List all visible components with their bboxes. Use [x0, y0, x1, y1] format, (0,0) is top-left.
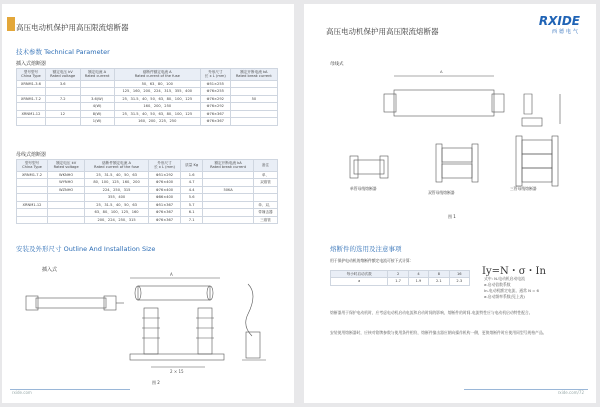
table-cell [17, 194, 48, 201]
figure-2-label: 图 2 [152, 380, 160, 385]
table-cell [48, 216, 85, 223]
note-paragraph-1: 熔断器用于保护电动机时，应考虑电动机启动电流和启动时间的影响，熔断件的时间-电流特性应与电动机启动特性配合。 [330, 310, 533, 315]
table-header-cell: 熔断件额定电流 A Rated current of the fuse [114, 69, 200, 81]
table-header-cell: 额定电流 A Rated current [80, 69, 114, 81]
table-header-cell: 备注 [253, 160, 277, 172]
table-cell [45, 103, 80, 110]
selection-intro: 用于保护电动机的熔断件额定电流可按下式计算： [330, 258, 414, 263]
single-tube-label: 单管母线熔断器 [350, 186, 377, 191]
table-cell [203, 179, 254, 186]
double-tube-label: 双管母线熔断器 [428, 190, 455, 195]
triple-tube-label: 三管母线熔断器 [510, 186, 537, 191]
table-cell [17, 186, 48, 193]
table-cell [203, 201, 254, 208]
table-row [17, 194, 278, 201]
table-cell [230, 118, 277, 125]
right-page-title: 高压电动机保护用高压限流熔断器 [326, 27, 439, 36]
table-cell: 1.6 [181, 171, 203, 178]
bus-fuse-table [16, 159, 278, 224]
table-row [17, 179, 278, 186]
table-header-cell: 每小时启动次数 [331, 271, 388, 278]
table-row [17, 110, 278, 117]
table-row [17, 216, 278, 223]
table-cell: 1(W) [80, 118, 114, 125]
table-cell: Φ76×255 [200, 88, 230, 95]
table-cell: Φ76×292 [200, 103, 230, 110]
brand-logo: RXIDE 西德电气 [538, 14, 580, 35]
formula-note: σ-启动倍数系数 [484, 282, 511, 288]
table-row [17, 118, 278, 125]
tech-parameter-title: 技术参数 Technical Parameter [16, 48, 110, 56]
table-cell: 200、224、250、315 [85, 216, 149, 223]
table-row [17, 171, 278, 178]
table-header-cell: 外形尺寸 长 x L (mm) [148, 160, 180, 172]
table-cell [80, 88, 114, 95]
svg-text:A: A [170, 272, 173, 277]
table-header-cell: 质量 Kg [181, 160, 203, 172]
table-cell: Φ86×400 [148, 194, 180, 201]
table-row [17, 209, 278, 216]
table-cell: 5.6 [181, 194, 203, 201]
table-cell [17, 209, 48, 216]
table-cell: WKNHO [48, 171, 85, 178]
current-formula: Iy=N・σ・In [482, 266, 546, 277]
formula-note: In-电动机额定电流、通常 N = 6 [484, 288, 539, 294]
table-cell: Φ76×367 [148, 216, 180, 223]
table-cell: 12 [45, 110, 80, 117]
table-row [17, 103, 278, 110]
plugin-fuse-table [16, 68, 278, 126]
formula-note: σ-启动频率系数(见上表) [484, 294, 525, 300]
table-cell: Φ76×367 [148, 209, 180, 216]
table-cell: 8(W) [80, 110, 114, 117]
table-cell: 25、31.5、40、50、63、80、100、125 [114, 95, 200, 102]
table-header-cell: 型号型号 China Type [17, 160, 48, 172]
table-cell: 3.6(W) [80, 95, 114, 102]
table-cell: 160、200、250 [114, 103, 200, 110]
table-cell: 2.3 [449, 278, 469, 285]
table-cell: Φ76×367 [200, 110, 230, 117]
table-cell [45, 118, 80, 125]
table-cell: WZNHO [48, 186, 85, 193]
table-cell: 25、31.5、40、50、63、80、100、125 [114, 110, 200, 117]
table-header-cell: 2 [388, 271, 408, 278]
table-cell: Φ76×367 [200, 118, 230, 125]
table-cell [17, 118, 46, 125]
table-row [17, 186, 278, 193]
table-cell: 50 [230, 95, 277, 102]
table-cell: WYNHO [48, 179, 85, 186]
table-cell [17, 103, 46, 110]
table-cell [48, 201, 85, 208]
formula-note: 式中: N-电动机启动电流 [484, 276, 525, 281]
table-cell: 25、31.5、40、50、63 [85, 201, 149, 208]
header-marker [7, 17, 15, 31]
table-row [17, 80, 278, 87]
table-cell: 50KA [203, 186, 254, 193]
table-cell: 带撞击器 [253, 209, 277, 216]
fuse-tube [138, 286, 210, 300]
table-cell: XRNM1-12 [17, 110, 46, 117]
table-cell: 三熔管 [253, 216, 277, 223]
table-cell: 125、160、200、224、315、355、400 [114, 88, 200, 95]
plugin-fuse-drawing [20, 272, 282, 380]
fuse-tube-small [36, 298, 106, 308]
table-cell: Φ51×255 [200, 80, 230, 87]
table-cell [203, 171, 254, 178]
table-cell: 1.7 [388, 278, 408, 285]
table-cell: 7.2 [45, 95, 80, 102]
table-cell [253, 186, 277, 193]
table-cell [203, 209, 254, 216]
table-cell: 63、80、100、125、160 [85, 209, 149, 216]
left-footer: rxide.com [12, 390, 32, 395]
plugin-fuse-subtitle: 插入式熔断器 [16, 61, 47, 67]
table-cell: Φ76×400 [148, 179, 180, 186]
table-cell: 7.1 [181, 216, 203, 223]
table-cell: 双熔管 [253, 179, 277, 186]
table-cell: XRNM1-7.2 [17, 171, 48, 178]
table-header-cell: 16 [449, 271, 469, 278]
table-row [17, 95, 278, 102]
table-cell: 80、100、125、160、200 [85, 179, 149, 186]
table-cell: 5.7 [181, 201, 203, 208]
table-cell [80, 80, 114, 87]
left-page [2, 4, 294, 403]
table-header-cell: 熔断件额定电流 A Rated current of the fuse [85, 160, 149, 172]
table-cell: Φ76×400 [148, 186, 180, 193]
table-cell [17, 88, 46, 95]
mother-fuse-subtitle: 母线式熔断器 [16, 152, 47, 158]
table-cell [230, 103, 277, 110]
table-cell [17, 216, 48, 223]
table-header-cell: 额定电压 kV Rated voltage [48, 160, 85, 172]
table-cell [48, 194, 85, 201]
table-cell: XRNM1-3.6 [17, 80, 46, 87]
table-header-cell: 额定开断电流 kA Rated break current [230, 69, 277, 81]
table-cell: 2.1 [429, 278, 449, 285]
table-cell: Φ76×292 [200, 95, 230, 102]
table-row [17, 88, 278, 95]
footer-line [10, 389, 130, 390]
table-cell: 单、 [253, 171, 277, 178]
selection-title: 熔断件的选用及注意事项 [330, 245, 402, 253]
table-header-cell: 外形尺寸 长 x L (mm) [200, 69, 230, 81]
table-row [331, 278, 470, 285]
table-cell [203, 216, 254, 223]
table-cell: 4.4 [181, 186, 203, 193]
table-cell: 224、250、315 [85, 186, 149, 193]
install-title: 安装及外形尺寸 Outline And Installation Size [16, 245, 156, 253]
svg-text:2 × 15: 2 × 15 [170, 369, 184, 374]
right-footer: rxide.com/72 [557, 390, 584, 395]
bus-type-label: 母线式 [330, 62, 344, 67]
table-cell [253, 194, 277, 201]
table-cell [230, 80, 277, 87]
table-cell: 160、200、225、250 [114, 118, 200, 125]
left-page-title: 高压电动机保护用高压限流熔断器 [16, 23, 129, 32]
table-cell [17, 179, 48, 186]
right-page [304, 4, 596, 403]
table-cell [48, 209, 85, 216]
table-cell: a [331, 278, 388, 285]
table-cell: 6.1 [181, 209, 203, 216]
table-header-cell: 额定电压 kV Rated voltage [45, 69, 80, 81]
table-header-cell: 额定开断电流 kA Rated break current [203, 160, 254, 172]
figure-1-label: 图 1 [448, 214, 456, 219]
table-cell: XRNM1-7.2 [17, 95, 46, 102]
table-cell: 单、双、 [253, 201, 277, 208]
table-header-cell: 4 [408, 271, 428, 278]
note-paragraph-2: 安装使用熔断器时，应核对铭牌参数与使用条件相符，熔断件撞击器应朝向操作机构一侧，更换熔断件时应使用同型号规格产品。 [330, 330, 547, 335]
plugin-drawing-label: 插入式 [42, 267, 58, 273]
bus-fuse-tube [394, 90, 494, 116]
table-header-cell: 型号型号 China Type [17, 69, 46, 81]
table-cell: 4.7 [181, 179, 203, 186]
table-cell: 1.9 [408, 278, 428, 285]
table-cell [203, 194, 254, 201]
table-row [17, 201, 278, 208]
footer-line [464, 389, 588, 390]
table-cell: 4(W) [80, 103, 114, 110]
table-cell: 50、63、80、100 [114, 80, 200, 87]
table-cell: XRNM1-12 [17, 201, 48, 208]
table-cell: 3.6 [45, 80, 80, 87]
svg-text:A: A [440, 69, 443, 74]
table-cell: Φ51×292 [148, 171, 180, 178]
table-cell [45, 88, 80, 95]
table-cell [230, 110, 277, 117]
table-cell: 355、400 [85, 194, 149, 201]
start-factor-table [330, 270, 470, 286]
table-cell: 25、31.5、40、50、63 [85, 171, 149, 178]
table-cell: Φ51×367 [148, 201, 180, 208]
table-header-cell: 8 [429, 271, 449, 278]
formula-notes [484, 276, 539, 300]
table-cell [230, 88, 277, 95]
